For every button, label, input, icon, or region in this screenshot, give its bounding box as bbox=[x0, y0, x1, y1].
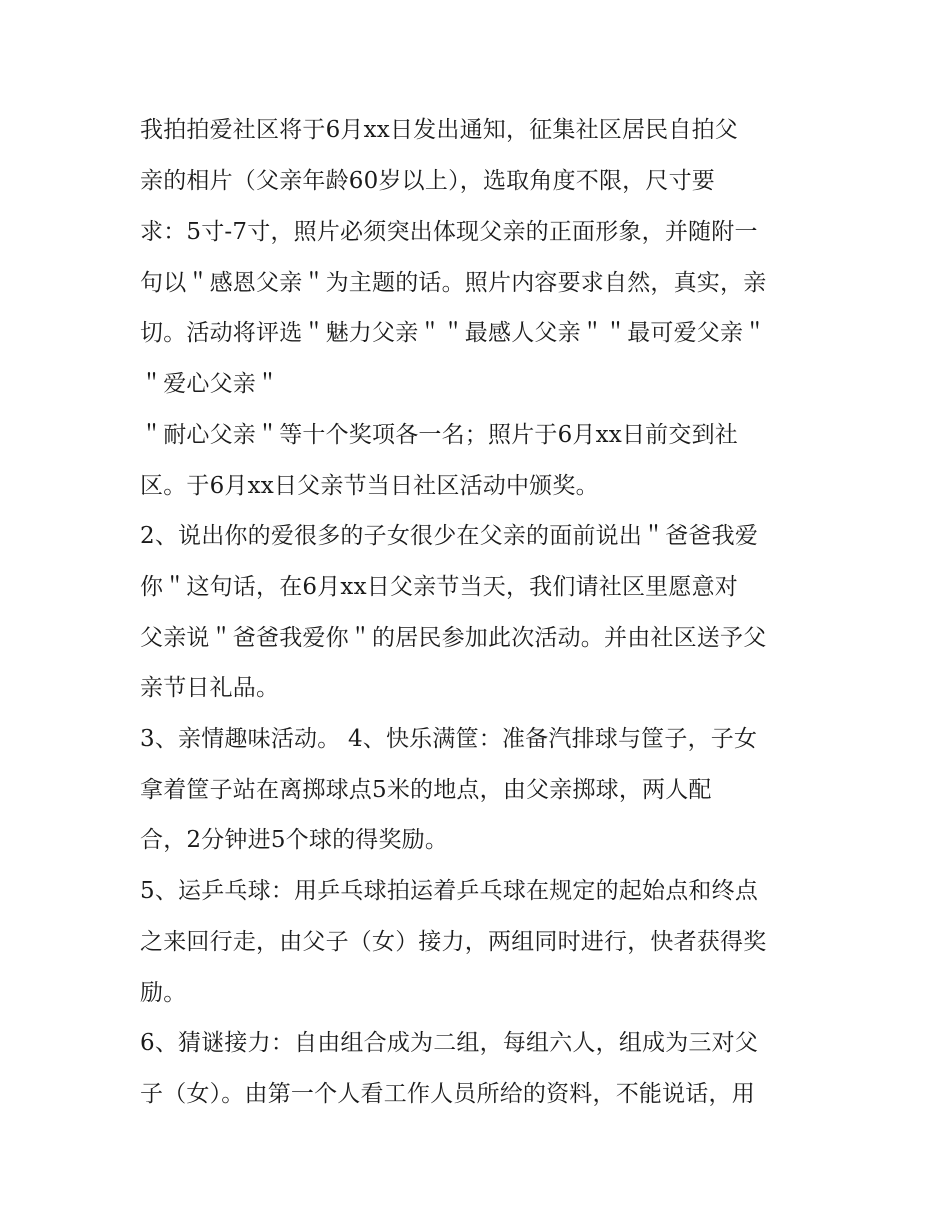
text-line: 切。活动将评选＂魅力父亲＂＂最感人父亲＂＂最可爱父亲＂ bbox=[140, 320, 767, 346]
text-line: 子（女）。由第一个人看工作人员所给的资料，不能说话，用 bbox=[140, 1081, 755, 1107]
text-line: 3、亲情趣味活动。 4、快乐满筐：准备汽排球与筐子，子女 bbox=[140, 726, 758, 752]
text-line: 2、说出你的爱很多的子女很少在父亲的面前说出＂爸爸我爱 bbox=[140, 523, 759, 549]
text-line: 亲节日礼品。 bbox=[140, 675, 280, 701]
text-line: ＂耐心父亲＂等十个奖项各一名；照片于6月xx日前交到社 bbox=[140, 422, 738, 448]
text-line: 句以＂感恩父亲＂为主题的话。照片内容要求自然，真实，亲 bbox=[140, 270, 767, 296]
text-line: 区。于6月xx日父亲节当日社区活动中颁奖。 bbox=[140, 473, 599, 499]
text-line: 5、运乒乓球：用乒乓球拍运着乒乓球在规定的起始点和终点 bbox=[140, 878, 759, 904]
text-line: 求：5寸-7寸，照片必须突出体现父亲的正面形象，并随附一 bbox=[140, 219, 758, 245]
text-line: 励。 bbox=[140, 980, 187, 1006]
text-line: ＂爱心父亲＂ bbox=[140, 371, 280, 397]
text-line: 我拍拍爱社区将于6月xx日发出通知，征集社区居民自拍父 bbox=[140, 117, 738, 143]
text-line: 6、猜谜接力：自由组合成为二组，每组六人，组成为三对父 bbox=[140, 1030, 759, 1056]
text-line: 拿着筐子站在离掷球点5米的地点，由父亲掷球，两人配 bbox=[140, 777, 712, 803]
text-line: 你＂这句话，在6月xx日父亲节当天，我们请社区里愿意对 bbox=[140, 574, 738, 600]
text-line: 父亲说＂爸爸我爱你＂的居民参加此次活动。并由社区送予父 bbox=[140, 625, 767, 651]
text-line: 亲的相片（父亲年龄60岁以上），选取角度不限，尺寸要 bbox=[140, 168, 715, 194]
text-line: 之来回行走，由父子（女）接力，两组同时进行，快者获得奖 bbox=[140, 929, 767, 955]
text-line: 合，2分钟进5个球的得奖励。 bbox=[140, 827, 449, 853]
